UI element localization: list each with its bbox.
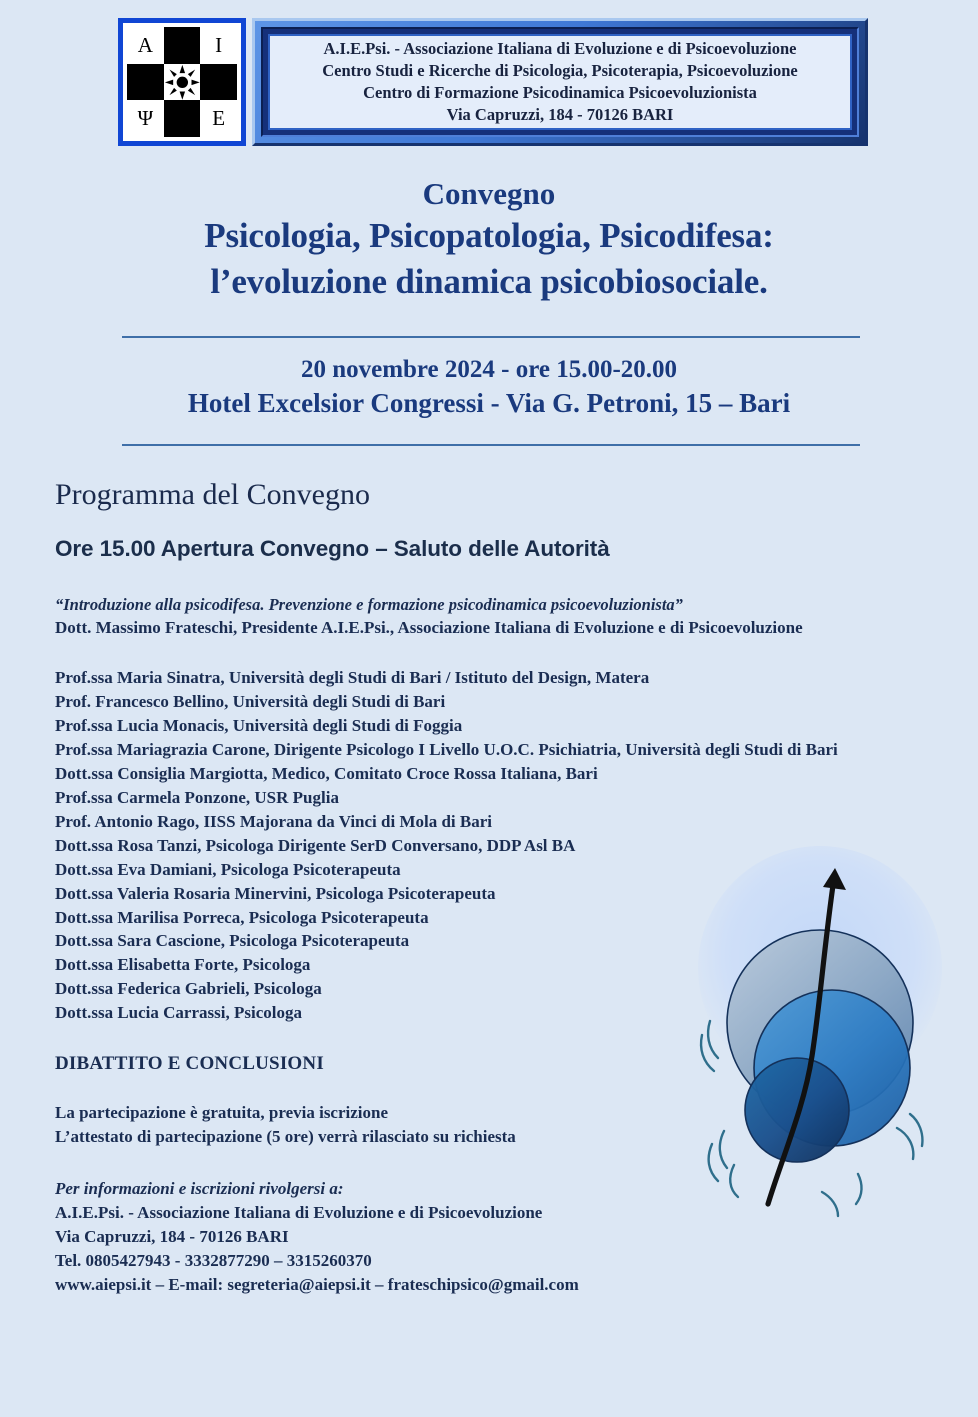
- contact-web-email: www.aiepsi.it – E-mail: segreteria@aiepsi.it – frateschipsico@gmail.com: [55, 1275, 579, 1295]
- divider-below-event: [122, 444, 860, 446]
- lecture-title: “Introduzione alla psicodifesa. Prevenzione e formazione psicodinamica psicoevoluzionista”: [55, 594, 683, 614]
- speaker-line: Dott.ssa Federica Gabrieli, Psicologa: [55, 979, 322, 999]
- speaker-line: Prof.ssa Maria Sinatra, Università degli Studi di Bari / Istituto del Design, Matera: [55, 667, 650, 687]
- speaker-line: Dott.ssa Rosa Tanzi, Psicologa Dirigente SerD Conversano, DDP Asl BA: [55, 835, 576, 855]
- program-heading: Programma del Convegno: [55, 478, 370, 511]
- page-title: [0, 176, 978, 306]
- speaker-line: Dott.ssa Valeria Rosaria Minervini, Psicologa Psicoterapeuta: [55, 883, 496, 903]
- sun-star-icon: [164, 64, 201, 101]
- title-kicker: Convegno: [422, 176, 556, 211]
- banner-line-2: Centro Studi e Ricerche di Psicologia, Psicoterapia, Psicoevoluzione: [322, 61, 798, 81]
- event-date: 20 novembre 2024 - ore 15.00-20.00: [300, 356, 678, 383]
- divider-above-event: [122, 336, 860, 338]
- speaker-line: Dott.ssa Sara Cascione, Psicologa Psicoterapeuta: [55, 931, 410, 951]
- contact-address: Via Capruzzi, 184 - 70126 BARI: [55, 1226, 289, 1246]
- logo-grid: [127, 27, 237, 137]
- banner-inner-frame: [261, 27, 859, 137]
- note-line-1: La partecipazione è gratuita, previa iscrizione: [55, 1103, 389, 1123]
- contact-info-block: [55, 1177, 935, 1297]
- program-section: [55, 478, 935, 1297]
- logo-cell-blank-bottom: [164, 100, 201, 137]
- logo-letter-psi: Ψ: [127, 100, 164, 137]
- event-venue: Hotel Excelsior Congressi - Via G. Petroni, 15 – Bari: [187, 388, 791, 418]
- speaker-line: Dott.ssa Lucia Carrassi, Psicologa: [55, 1003, 302, 1023]
- title-line-2: l’evoluzione dinamica psicobiosociale.: [210, 262, 768, 302]
- opening-session-line: Ore 15.00 Apertura Convegno – Saluto delle Autorità: [55, 536, 610, 561]
- banner-line-4: Via Capruzzi, 184 - 70126 BARI: [446, 104, 674, 124]
- contact-info-heading: Per informazioni e iscrizioni rivolgersi a:: [55, 1178, 344, 1198]
- logo-cell-blank-left: [127, 64, 164, 101]
- debate-heading: DIBATTITO E CONCLUSIONI: [55, 1053, 324, 1075]
- speaker-list: [55, 666, 935, 1026]
- speaker-line: Prof. Francesco Bellino, Università degli Studi di Bari: [55, 691, 446, 711]
- logo-letter-i: I: [200, 27, 237, 64]
- banner-text-area: [268, 34, 852, 130]
- logo-letter-e: E: [200, 100, 237, 137]
- contact-phone: Tel. 0805427943 - 3332877290 – 3315260370: [55, 1250, 372, 1270]
- speaker-line: Dott.ssa Eva Damiani, Psicologa Psicoterapeuta: [55, 859, 401, 879]
- speaker-line: Prof.ssa Carmela Ponzone, USR Puglia: [55, 787, 339, 807]
- banner-line-3: Centro di Formazione Psicodinamica Psicoevoluzionista: [363, 83, 757, 102]
- title-line-1: Psicologia, Psicopatologia, Psicodifesa:: [204, 215, 774, 255]
- speaker-line: Prof.ssa Lucia Monacis, Università degli Studi di Foggia: [55, 715, 463, 735]
- note-line-2: L’attestato di partecipazione (5 ore) verrà rilasciato su richiesta: [55, 1127, 516, 1147]
- speaker-line: Prof.ssa Mariagrazia Carone, Dirigente Psicologo I Livello U.O.C. Psichiatria, Università degli Studi di Bari: [55, 739, 838, 759]
- lecture-author: Dott. Massimo Frateschi, Presidente A.I.E.Psi., Associazione Italiana di Evoluzione e di Psicoevoluzione: [55, 618, 803, 638]
- logo-letter-a: A: [127, 27, 164, 64]
- logo-cell-blank-top: [164, 27, 201, 64]
- speaker-line: Prof. Antonio Rago, IISS Majorana da Vinci di Mola di Bari: [55, 811, 493, 831]
- speaker-line: Dott.ssa Consiglia Margiotta, Medico, Comitato Croce Rossa Italiana, Bari: [55, 763, 598, 783]
- banner-line-1: A.I.E.Psi. - Associazione Italiana di Evoluzione e di Psicoevoluzione: [323, 39, 797, 59]
- header-band: [0, 0, 978, 162]
- speaker-line: Dott.ssa Elisabetta Forte, Psicologa: [55, 955, 311, 975]
- logo-cell-blank-right: [200, 64, 237, 101]
- contact-org: A.I.E.Psi. - Associazione Italiana di Evoluzione e di Psicoevoluzione: [55, 1202, 543, 1222]
- speaker-line: Dott.ssa Marilisa Porreca, Psicologa Psicoterapeuta: [55, 907, 429, 927]
- event-details: [0, 354, 978, 421]
- organization-banner: [252, 18, 868, 146]
- aiepsi-logo: [118, 18, 246, 146]
